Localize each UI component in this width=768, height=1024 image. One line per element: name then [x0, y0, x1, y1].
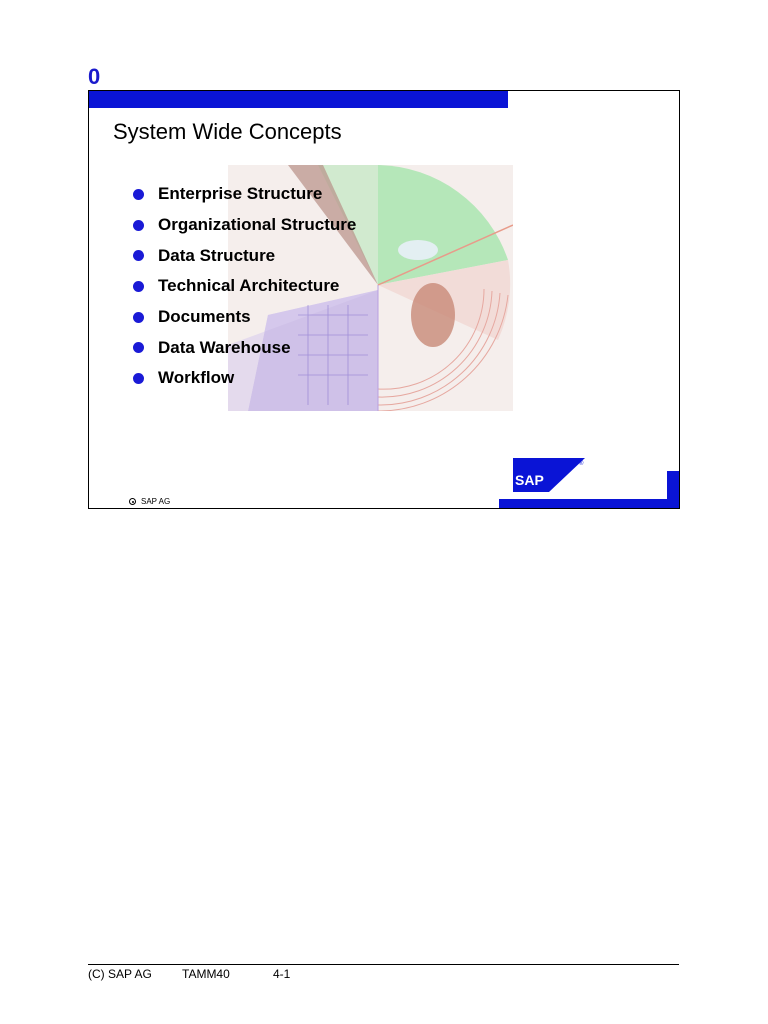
sap-logo: [513, 458, 585, 492]
bullet-text: Technical Architecture: [158, 276, 340, 296]
list-item: [133, 240, 356, 271]
footer-company: (C) SAP AG: [88, 967, 152, 981]
bullet-text: Data Warehouse: [158, 337, 291, 357]
sap-bar-bottom: [499, 499, 679, 508]
footer-page: 4-1: [273, 967, 291, 981]
bullet-text: Documents: [158, 307, 251, 327]
bullet-text: Workflow: [158, 368, 235, 388]
footer-course: TAMM40: [182, 967, 230, 981]
list-item: [133, 332, 356, 363]
bullet-list: [133, 179, 356, 394]
footer-divider: [88, 964, 679, 965]
bullet-dot-icon: [133, 312, 144, 323]
list-item: [133, 363, 356, 394]
list-item: [133, 271, 356, 302]
page-number: 0: [88, 64, 101, 89]
sap-logo-text: SAP: [515, 472, 544, 488]
slide-title: System Wide Concepts: [113, 119, 342, 144]
slide-top-bar: [89, 91, 508, 108]
bullet-dot-icon: [133, 281, 144, 292]
bullet-dot-icon: [133, 220, 144, 231]
registered-mark: ®: [579, 461, 584, 467]
bullet-text: Data Structure: [158, 245, 276, 265]
bullet-dot-icon: [133, 342, 144, 353]
bullet-text: Organizational Structure: [158, 215, 357, 235]
bullet-dot-icon: [133, 373, 144, 384]
list-item: [133, 179, 356, 210]
list-item: [133, 302, 356, 333]
list-item: [133, 210, 356, 241]
slide: [88, 90, 680, 509]
copyright-icon: [129, 498, 136, 505]
slide-copyright: [129, 497, 170, 506]
copyright-text: SAP AG: [141, 497, 171, 506]
bullet-text: Enterprise Structure: [158, 184, 323, 204]
bullet-dot-icon: [133, 189, 144, 200]
bullet-dot-icon: [133, 250, 144, 261]
